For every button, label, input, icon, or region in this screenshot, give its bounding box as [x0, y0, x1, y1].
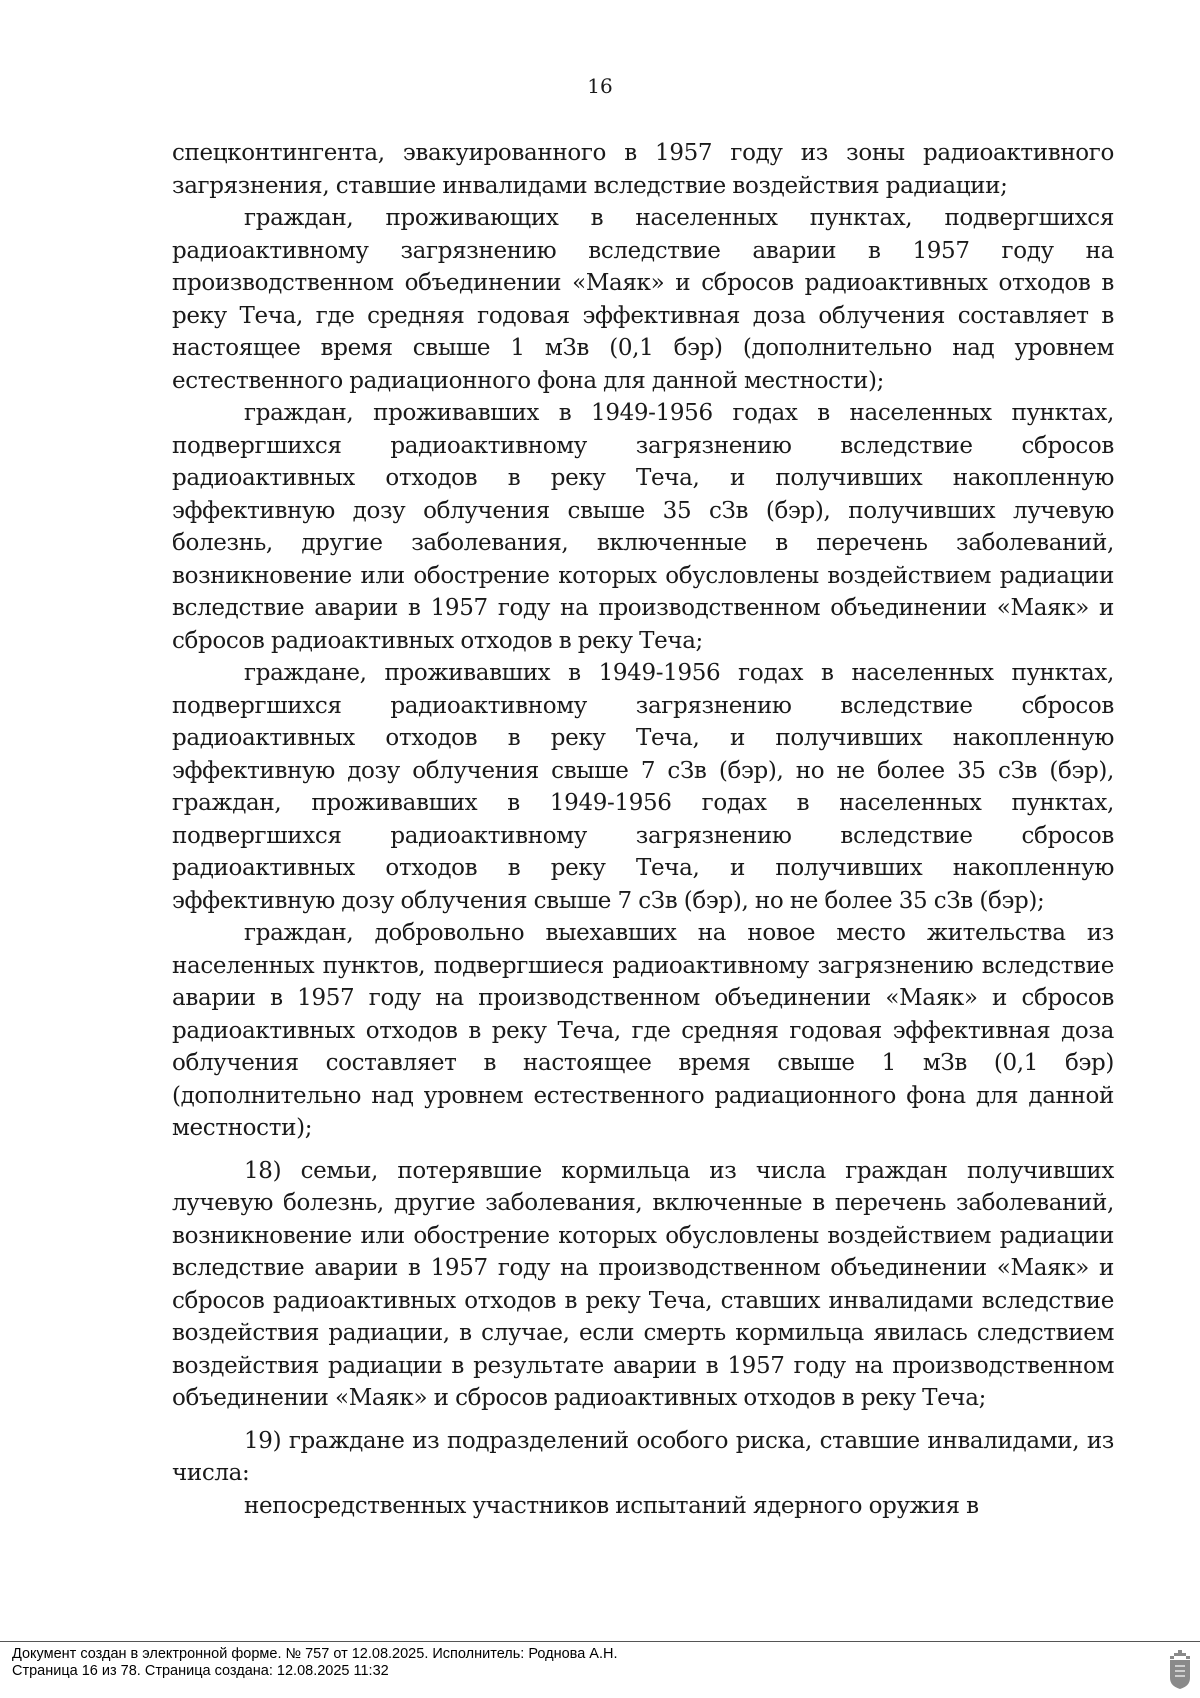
paragraph: граждан, добровольно выехавших на новое место жительства из населенных пунктов, подвергшиеся радиоактивному загрязнению вследствие аварии в 1957 году на производственном объединении «Маяк» и сбросов радиоактивных отходов в реку Теча, где средняя годовая эффективная доза облучения составляет в настоящее время свыше 1 мЗв (0,1 бэр) (дополнительно над уровнем естественного радиационного фона для данной местности);	[172, 920, 1114, 1141]
footer-line-document-info: Документ создан в электронной форме. № 757 от 12.08.2025. Исполнитель: Роднова А.Н.	[12, 1646, 618, 1662]
coat-of-arms-icon	[1167, 1650, 1193, 1690]
paragraph: граждане, проживавших в 1949-1956 годах в населенных пунктах, подвергшихся радиоактивному загрязнению вследствие сбросов радиоактивных отходов в реку Теча, и получивших накопленную эффективную дозу облучения свыше 7 сЗв (бэр), но не более 35 сЗв (бэр), граждан, проживавших в 1949-1956 годах в населенных пунктах, подвергшихся радиоактивному загрязнению вследствие сбросов радиоактивных отходов в реку Теча, и получивших накопленную эффективную дозу облучения свыше 7 сЗв (бэр), но не более 35 сЗв (бэр);	[172, 660, 1114, 914]
paragraph-item-18: 18) семьи, потерявшие кормильца из числа граждан получивших лучевую болезнь, другие заболевания, включенные в перечень заболеваний, возникновение или обострение которых обусловлены воздействием радиации вследствие аварии в 1957 году на производственном объединении «Маяк» и сбросов радиоактивных отходов в реку Теча, ставших инвалидами вследствие воздействия радиации, в случае, если смерть кормильца явилась следствием воздействия радиации в результате аварии в 1957 году на производственном объединении «Маяк» и сбросов радиоактивных отходов в реку Теча;	[172, 1157, 1114, 1411]
paragraph: непосредственных участников испытаний ядерного оружия в	[244, 1492, 979, 1519]
footer-divider	[0, 1641, 1200, 1642]
paragraph: граждан, проживающих в населенных пунктах, подвергшихся радиоактивному загрязнению вследствие аварии в 1957 году на производственном объединении «Маяк» и сбросов радиоактивных отходов в реку Теча, где средняя годовая эффективная доза облучения составляет в настоящее время свыше 1 мЗв (0,1 бэр) (дополнительно над уровнем естественного радиационного фона для данной местности);	[172, 205, 1114, 394]
paragraph: граждан, проживавших в 1949-1956 годах в населенных пунктах, подвергшихся радиоактивному загрязнению вследствие сбросов радиоактивных отходов в реку Теча, и получивших накопленную эффективную дозу облучения свыше 35 сЗв (бэр), получивших лучевую болезнь, другие заболевания, включенные в перечень заболеваний, возникновение или обострение которых обусловлены воздействием радиации вследствие аварии в 1957 году на производственном объединении «Маяк» и сбросов радиоактивных отходов в реку Теча;	[172, 400, 1114, 654]
page-number: 16	[587, 74, 613, 98]
document-footer	[12, 1646, 618, 1680]
paragraph: спецконтингента, эвакуированного в 1957 году из зоны радиоактивного загрязнения, ставшие инвалидами вследствие воздействия радиации;	[172, 140, 1114, 199]
paragraph-item-19: 19) граждане из подразделений особого риска, ставшие инвалидами, из числа:	[172, 1427, 1114, 1486]
document-body	[172, 137, 1114, 1522]
footer-line-page-info: Страница 16 из 78. Страница создана: 12.08.2025 11:32	[12, 1663, 389, 1679]
